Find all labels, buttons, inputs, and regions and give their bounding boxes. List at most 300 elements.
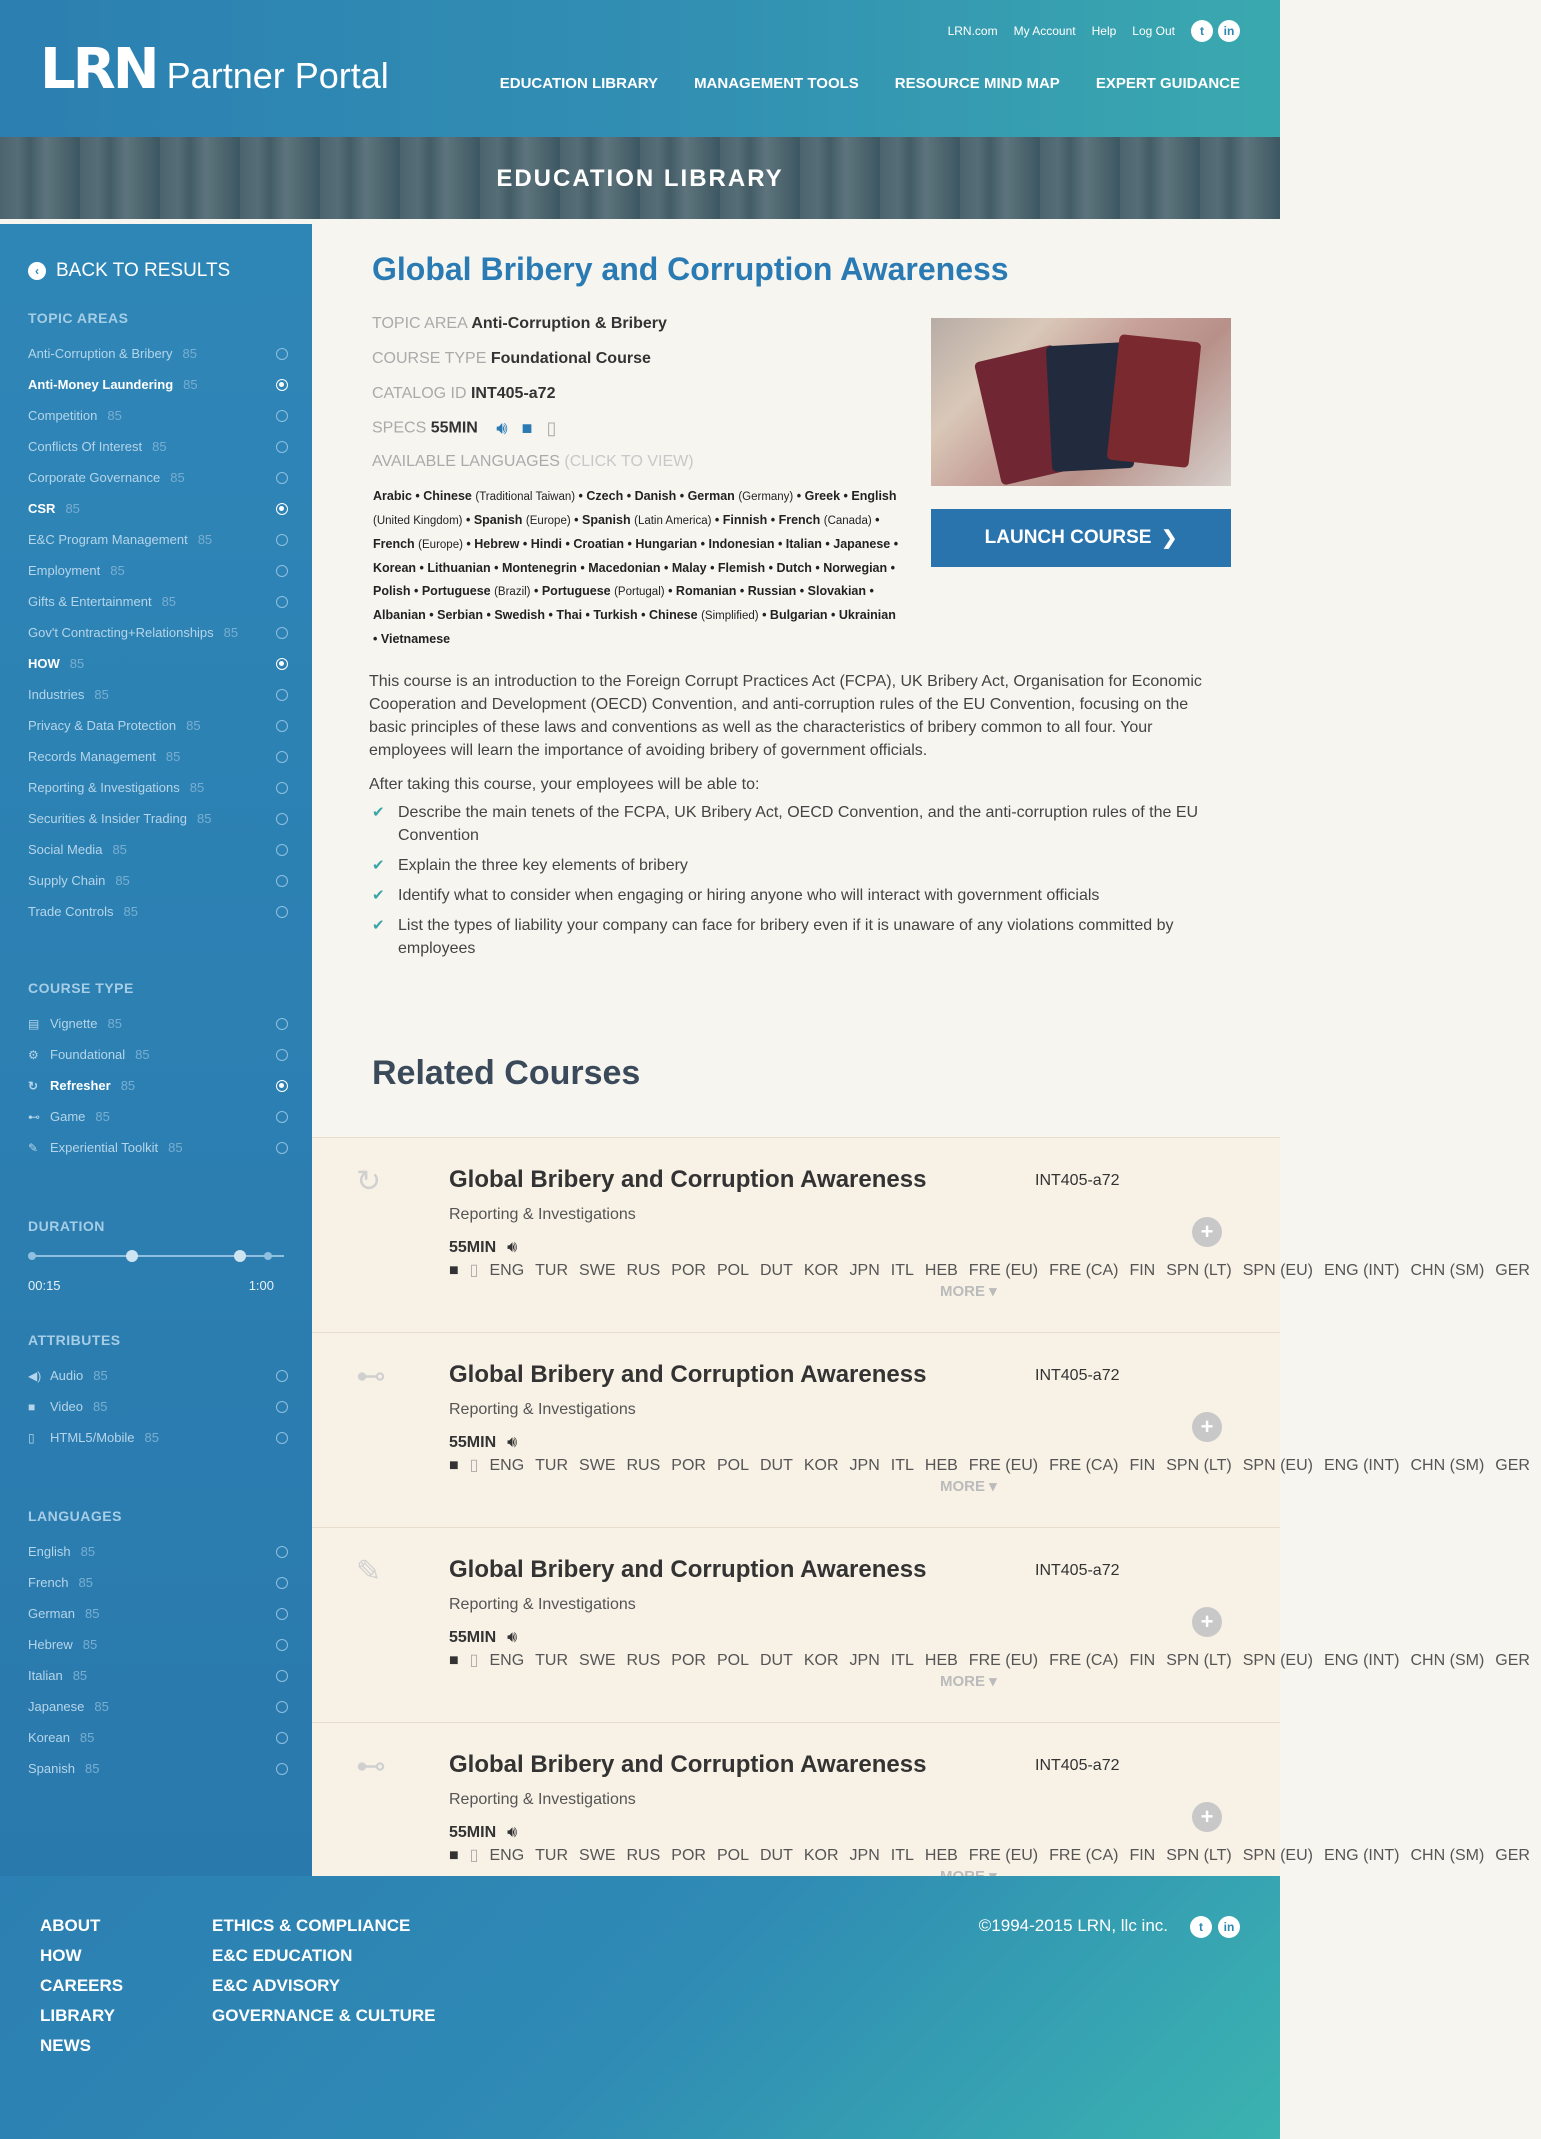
filter-label: Vignette bbox=[50, 1016, 98, 1031]
filter-radio[interactable] bbox=[276, 348, 288, 360]
language-french[interactable] bbox=[28, 1567, 288, 1598]
filter-count: 85 bbox=[196, 811, 212, 826]
course-languages-list: Arabic • Chinese (Traditional Taiwan) • Czech • Danish • German (Germany) • Greek • English (United Kingdom) • Spanish (Europe) • Spanish (Latin America) • Finnish • French (Canada) • French (Europe) • Hebrew • Hindi • Croatian • Hungarian • Indonesian • Italian • Japanese • Korean • Lithuanian • Montenegrin • Macedonian • Malay • Flemish • Dutch • Norwegian • Polish • Portuguese (Brazil) • Portuguese (Portugal) • Romanian • Russian • Slovakian • Albanian • Serbian • Swedish • Thai • Turkish • Chinese (Simplified) • Bulgarian • Ukrainian • Vietnamese bbox=[373, 489, 899, 646]
filter-label: Gifts & Entertainment bbox=[28, 594, 152, 609]
specs-duration: 55MIN bbox=[430, 419, 478, 437]
back-to-results-link[interactable] bbox=[28, 260, 230, 282]
language-code: RUS bbox=[626, 1262, 661, 1279]
topic-area-row bbox=[372, 315, 892, 333]
topic-trade-controls[interactable] bbox=[28, 896, 288, 927]
type-vignette[interactable] bbox=[28, 1008, 288, 1039]
linkedin-icon[interactable]: in bbox=[1218, 20, 1240, 42]
more-label: MORE bbox=[940, 1283, 985, 1300]
topic-securities-insider-trading[interactable] bbox=[28, 803, 288, 834]
filter-count: 85 bbox=[84, 1606, 100, 1621]
topic-conflicts-of-interest[interactable] bbox=[28, 431, 288, 462]
more-label: MORE bbox=[940, 1673, 985, 1690]
filter-radio[interactable] bbox=[276, 1401, 288, 1413]
attribute-html5-mobile[interactable] bbox=[28, 1422, 288, 1453]
filter-count: 85 bbox=[168, 1140, 183, 1155]
topic-areas-filter bbox=[28, 310, 288, 927]
language-code: JPN bbox=[849, 1457, 880, 1474]
related-course-category: Reporting & Investigations bbox=[449, 1791, 636, 1808]
language-code: HEB bbox=[924, 1847, 958, 1864]
mobile-icon: ▯ bbox=[546, 418, 557, 438]
footer-link-news[interactable]: NEWS bbox=[40, 2036, 91, 2055]
filter-label: HTML5/Mobile bbox=[50, 1430, 135, 1445]
attribute-audio[interactable] bbox=[28, 1360, 288, 1391]
filter-count: 85 bbox=[80, 1544, 96, 1559]
language-german[interactable] bbox=[28, 1598, 288, 1629]
filter-radio[interactable] bbox=[276, 875, 288, 887]
filter-radio[interactable] bbox=[276, 658, 288, 670]
filter-count: 85 bbox=[112, 842, 127, 857]
objective-item: ✔ List the types of liability your company can face for bribery even if it is unaware of any violations committed by employees bbox=[372, 914, 1232, 960]
filter-label: Korean bbox=[28, 1730, 70, 1745]
language-code: POL bbox=[716, 1262, 749, 1279]
related-course-specs bbox=[449, 1821, 1530, 1867]
filter-label: Refresher bbox=[50, 1078, 111, 1093]
topic-areas-heading: TOPIC AREAS bbox=[28, 310, 129, 326]
related-course-card bbox=[312, 1137, 1530, 1332]
language-code: CHN (SM) bbox=[1410, 1457, 1485, 1474]
type-icon: ⚙ bbox=[28, 1047, 39, 1062]
footer-link-library[interactable]: LIBRARY bbox=[40, 2006, 115, 2025]
filter-label: Records Management bbox=[28, 749, 156, 764]
course-type-value: Foundational Course bbox=[490, 350, 651, 367]
language-name: Polish bbox=[373, 584, 411, 598]
filter-label: Italian bbox=[28, 1668, 63, 1683]
language-name: Arabic bbox=[373, 489, 412, 503]
filter-label: Industries bbox=[28, 687, 85, 702]
language-code: POR bbox=[671, 1847, 706, 1864]
audio-icon: 🔊︎ bbox=[507, 1239, 518, 1256]
filter-count: 85 bbox=[78, 1575, 93, 1590]
launch-course-button[interactable] bbox=[931, 509, 1231, 567]
available-languages-row[interactable] bbox=[372, 453, 892, 471]
language-name: Italian bbox=[785, 537, 822, 551]
language-name: Albanian bbox=[373, 608, 426, 622]
language-name: Hindi bbox=[530, 537, 562, 551]
attribute-icon: ▯ bbox=[28, 1430, 35, 1445]
language-variant: (United Kingdom) bbox=[373, 515, 463, 527]
language-name: Malay bbox=[671, 561, 707, 575]
add-course-button[interactable]: + bbox=[1192, 1802, 1222, 1832]
attribute-icon: ◀) bbox=[28, 1368, 42, 1383]
language-name: Finnish bbox=[722, 513, 768, 527]
language-code: FRE (CA) bbox=[1049, 1262, 1119, 1279]
filter-count: 85 bbox=[186, 718, 201, 733]
language-code: DUT bbox=[759, 1847, 793, 1864]
filter-radio[interactable] bbox=[276, 1577, 288, 1589]
course-description: This course is an introduction to the Foreign Corrupt Practices Act (FCPA), UK Bribery Act, Organisation for Economic Cooperation and Development (OECD) Convention, and anti-corruption rules of the EU Convention, focusing on the basic principles of these laws and conventions as well as the characteristics of bribery common to all four. Your employees will learn the importance of avoiding bribery of government officials. bbox=[369, 673, 1202, 759]
filter-radio[interactable] bbox=[276, 1701, 288, 1713]
filter-label: Privacy & Data Protection bbox=[28, 718, 177, 733]
filter-radio[interactable] bbox=[276, 441, 288, 453]
topic-list bbox=[28, 338, 288, 927]
language-name: Japanese bbox=[833, 537, 891, 551]
topic-area-value: Anti-Corruption & Bribery bbox=[471, 315, 667, 332]
footer-link-governance-culture[interactable]: GOVERNANCE & CULTURE bbox=[212, 2006, 436, 2025]
language-code: JPN bbox=[849, 1652, 880, 1669]
add-course-button[interactable]: + bbox=[1192, 1217, 1222, 1247]
utility-links bbox=[948, 20, 1240, 42]
topic-gov-t-contracting-relationships[interactable] bbox=[28, 617, 288, 648]
language-code: ITL bbox=[890, 1652, 914, 1669]
duration: 55MIN bbox=[449, 1629, 497, 1646]
launch-course-label: LAUNCH COURSE bbox=[984, 527, 1152, 548]
filter-radio[interactable] bbox=[276, 1546, 288, 1558]
filter-radio[interactable] bbox=[276, 503, 288, 515]
language-name: Portuguese bbox=[421, 584, 491, 598]
related-course-id: INT405-a72 bbox=[1035, 1367, 1120, 1384]
related-course-category: Reporting & Investigations bbox=[449, 1596, 636, 1613]
attribute-icon: ■ bbox=[28, 1399, 36, 1414]
language-code: ENG (INT) bbox=[1323, 1847, 1400, 1864]
related-course-specs bbox=[449, 1626, 1530, 1672]
caret-down-icon: ▾ bbox=[985, 1283, 997, 1300]
language-code: CHN (SM) bbox=[1410, 1262, 1485, 1279]
topic-employment[interactable] bbox=[28, 555, 288, 586]
specs-label: SPECS bbox=[372, 419, 427, 437]
site-header bbox=[0, 0, 1280, 137]
language-name: Serbian bbox=[437, 608, 483, 622]
language-name: Turkish bbox=[593, 608, 638, 622]
language-code: POL bbox=[716, 1847, 749, 1864]
filter-count: 85 bbox=[107, 408, 122, 423]
filter-radio[interactable] bbox=[276, 1370, 288, 1382]
duration-slider[interactable] bbox=[28, 1246, 288, 1276]
filter-label: E&C Program Management bbox=[28, 532, 188, 547]
filter-count: 85 bbox=[79, 1730, 95, 1745]
type-game[interactable] bbox=[28, 1101, 288, 1132]
duration-min-label: 00:15 bbox=[28, 1278, 61, 1293]
available-languages-label: AVAILABLE LANGUAGES bbox=[372, 453, 560, 470]
language-code: SPN (EU) bbox=[1242, 1457, 1313, 1474]
course-thumbnail bbox=[931, 318, 1231, 486]
footer-link-careers[interactable]: CAREERS bbox=[40, 1976, 124, 1995]
footer-link-about[interactable]: ABOUT bbox=[40, 1916, 101, 1935]
filter-label: Securities & Insider Trading bbox=[28, 811, 187, 826]
filter-radio[interactable] bbox=[276, 565, 288, 577]
filter-label: Employment bbox=[28, 563, 101, 578]
filter-count: 85 bbox=[183, 377, 198, 392]
duration-heading: DURATION bbox=[28, 1218, 105, 1234]
twitter-icon[interactable]: t bbox=[1191, 20, 1213, 42]
site-footer bbox=[0, 1876, 1280, 2139]
topic-anti-money-laundering[interactable] bbox=[28, 369, 288, 400]
duration: 55MIN bbox=[449, 1824, 497, 1841]
language-code: SPN (LT) bbox=[1166, 1652, 1232, 1669]
duration-filter bbox=[28, 1218, 288, 1293]
language-code: KOR bbox=[803, 1847, 839, 1864]
topic-csr[interactable] bbox=[28, 493, 288, 524]
filter-label: Japanese bbox=[28, 1699, 85, 1714]
language-code: POR bbox=[671, 1652, 706, 1669]
chevron-right-icon: ❯ bbox=[1161, 527, 1178, 549]
footer-link-ec-advisory[interactable]: E&C ADVISORY bbox=[212, 1976, 341, 1995]
language-code: SPN (EU) bbox=[1242, 1847, 1313, 1864]
language-code: SWE bbox=[579, 1847, 616, 1864]
related-courses-heading: Related Courses bbox=[372, 1054, 641, 1092]
back-label: BACK TO RESULTS bbox=[56, 260, 231, 281]
footer-link-how[interactable]: HOW bbox=[40, 1946, 82, 1965]
related-course-title[interactable]: Global Bribery and Corruption Awareness bbox=[449, 1361, 927, 1388]
language-variant: (Germany) bbox=[738, 491, 794, 503]
topic-industries[interactable] bbox=[28, 679, 288, 710]
course-type-icon: ✎ bbox=[356, 1555, 382, 1588]
topic-reporting-investigations[interactable] bbox=[28, 772, 288, 803]
topic-supply-chain[interactable] bbox=[28, 865, 288, 896]
slider-min-dot bbox=[28, 1252, 36, 1260]
language-korean[interactable] bbox=[28, 1722, 288, 1753]
nav-education-library[interactable]: EDUCATION LIBRARY bbox=[499, 75, 659, 92]
topic-e-c-program-management[interactable] bbox=[28, 524, 288, 555]
course-type-list bbox=[28, 1008, 288, 1163]
link-lrn-com[interactable]: LRN.com bbox=[947, 24, 998, 38]
add-course-button[interactable]: + bbox=[1192, 1412, 1222, 1442]
filter-label: Spanish bbox=[28, 1761, 75, 1776]
main-nav bbox=[500, 75, 1240, 92]
topic-records-management[interactable] bbox=[28, 741, 288, 772]
language-code: FRE (EU) bbox=[968, 1847, 1039, 1864]
related-course-specs bbox=[449, 1236, 1530, 1282]
audio-icon: 🔊︎ bbox=[507, 1434, 518, 1451]
language-code: SPN (EU) bbox=[1242, 1652, 1313, 1669]
language-italian[interactable] bbox=[28, 1660, 288, 1691]
language-name: Flemish bbox=[717, 561, 766, 575]
language-code: KOR bbox=[803, 1457, 839, 1474]
language-code: POR bbox=[671, 1457, 706, 1474]
language-code: FRE (CA) bbox=[1049, 1652, 1119, 1669]
language-list bbox=[28, 1536, 288, 1784]
related-course-title[interactable]: Global Bribery and Corruption Awareness bbox=[449, 1556, 927, 1583]
filter-radio[interactable] bbox=[276, 1142, 288, 1154]
link-help[interactable]: Help bbox=[1091, 24, 1117, 38]
more-toggle[interactable] bbox=[940, 1477, 997, 1495]
language-code: SPN (LT) bbox=[1166, 1457, 1232, 1474]
catalog-id-row bbox=[372, 385, 892, 403]
filter-radio[interactable] bbox=[276, 1080, 288, 1092]
course-type-icon: ⊷ bbox=[356, 1360, 386, 1393]
language-name: Macedonian bbox=[588, 561, 661, 575]
footer-nav-primary bbox=[40, 1916, 123, 2066]
filter-radio[interactable] bbox=[276, 1639, 288, 1651]
filter-label: Competition bbox=[28, 408, 98, 423]
language-code: GER bbox=[1495, 1457, 1530, 1474]
filter-radio[interactable] bbox=[276, 720, 288, 732]
filter-label: Game bbox=[50, 1109, 86, 1124]
filter-radio[interactable] bbox=[276, 1608, 288, 1620]
language-code: SWE bbox=[579, 1457, 616, 1474]
type-icon: ✎ bbox=[28, 1140, 39, 1155]
language-code: GER bbox=[1495, 1262, 1530, 1279]
filter-count: 85 bbox=[161, 594, 177, 609]
language-name: Hungarian bbox=[635, 537, 698, 551]
language-name: French bbox=[778, 513, 821, 527]
language-code: POR bbox=[671, 1262, 706, 1279]
language-spanish[interactable] bbox=[28, 1753, 288, 1784]
filter-radio[interactable] bbox=[276, 534, 288, 546]
language-code: ITL bbox=[890, 1457, 914, 1474]
filter-count: 85 bbox=[189, 780, 205, 795]
linkedin-icon[interactable]: in bbox=[1218, 1916, 1240, 1938]
filter-radio[interactable] bbox=[276, 596, 288, 608]
language-code: ENG bbox=[489, 1457, 525, 1474]
filter-radio[interactable] bbox=[276, 379, 288, 391]
topic-how[interactable] bbox=[28, 648, 288, 679]
slider-handle-high[interactable] bbox=[234, 1250, 246, 1262]
filter-label: Hebrew bbox=[28, 1637, 73, 1652]
related-course-specs bbox=[449, 1431, 1530, 1477]
arrow-left-icon: ‹ bbox=[28, 262, 46, 280]
filter-radio[interactable] bbox=[276, 1732, 288, 1744]
language-code: FRE (CA) bbox=[1049, 1847, 1119, 1864]
filter-label: French bbox=[28, 1575, 69, 1590]
filter-label: Anti-Money Laundering bbox=[28, 377, 174, 392]
language-code: RUS bbox=[626, 1652, 661, 1669]
filter-radio[interactable] bbox=[276, 751, 288, 763]
filter-radio[interactable] bbox=[276, 844, 288, 856]
more-toggle[interactable] bbox=[940, 1282, 997, 1300]
topic-corporate-governance[interactable] bbox=[28, 462, 288, 493]
attributes-filter bbox=[28, 1332, 288, 1453]
nav-expert-guidance[interactable]: EXPERT GUIDANCE bbox=[1095, 75, 1240, 92]
language-variant: (Latin America) bbox=[634, 515, 712, 527]
filter-count: 85 bbox=[107, 1016, 122, 1031]
filter-radio[interactable] bbox=[276, 410, 288, 422]
topic-social-media[interactable] bbox=[28, 834, 288, 865]
course-type-heading: COURSE TYPE bbox=[28, 980, 134, 996]
link-my-account[interactable]: My Account bbox=[1013, 24, 1076, 38]
course-type-icon: ↻ bbox=[356, 1165, 382, 1198]
click-to-view-hint[interactable]: (CLICK TO VIEW) bbox=[564, 453, 694, 470]
filter-radio[interactable] bbox=[276, 689, 288, 701]
filter-radio[interactable] bbox=[276, 906, 288, 918]
language-name: Korean bbox=[373, 561, 417, 575]
topic-privacy-data-protection[interactable] bbox=[28, 710, 288, 741]
type-icon: ↻ bbox=[28, 1078, 39, 1093]
language-variant: (Europe) bbox=[418, 539, 463, 551]
slider-max-dot bbox=[264, 1252, 272, 1260]
language-name: Portuguese bbox=[541, 584, 611, 598]
language-code: DUT bbox=[759, 1457, 793, 1474]
language-hebrew[interactable] bbox=[28, 1629, 288, 1660]
filter-radio[interactable] bbox=[276, 1763, 288, 1775]
filter-radio[interactable] bbox=[276, 782, 288, 794]
filter-label: Trade Controls bbox=[28, 904, 114, 919]
filter-radio[interactable] bbox=[276, 1018, 288, 1030]
language-variant: (Simplified) bbox=[701, 610, 759, 622]
mobile-icon: ▯ bbox=[469, 1847, 479, 1864]
filter-label: Gov't Contracting+Relationships bbox=[28, 625, 214, 640]
attribute-list bbox=[28, 1360, 288, 1453]
language-code: DUT bbox=[759, 1262, 793, 1279]
filter-label: German bbox=[28, 1606, 75, 1621]
type-experiential-toolkit[interactable] bbox=[28, 1132, 288, 1163]
filter-radio[interactable] bbox=[276, 1111, 288, 1123]
filter-radio[interactable] bbox=[276, 1432, 288, 1444]
twitter-icon[interactable]: t bbox=[1190, 1916, 1212, 1938]
related-course-title[interactable]: Global Bribery and Corruption Awareness bbox=[449, 1166, 927, 1193]
related-course-id: INT405-a72 bbox=[1035, 1172, 1120, 1189]
language-code: RUS bbox=[626, 1847, 661, 1864]
language-code: CHN (SM) bbox=[1410, 1847, 1485, 1864]
footer-nav-secondary bbox=[212, 1916, 436, 2036]
slider-handle-low[interactable] bbox=[126, 1250, 138, 1262]
topic-anti-corruption-bribery[interactable] bbox=[28, 338, 288, 369]
lrn-logo[interactable] bbox=[40, 37, 389, 102]
audio-icon: 🔊︎ bbox=[496, 418, 508, 438]
related-course-card bbox=[312, 1332, 1530, 1527]
language-code: FRE (CA) bbox=[1049, 1457, 1119, 1474]
filter-count: 85 bbox=[65, 501, 80, 516]
footer-social bbox=[1190, 1916, 1240, 1938]
filter-radio[interactable] bbox=[276, 627, 288, 639]
languages-heading: LANGUAGES bbox=[28, 1508, 122, 1524]
related-course-title[interactable]: Global Bribery and Corruption Awareness bbox=[449, 1751, 927, 1778]
filter-radio[interactable] bbox=[276, 472, 288, 484]
more-toggle[interactable] bbox=[940, 1672, 997, 1690]
objectives-intro: After taking this course, your employees will be able to: bbox=[369, 776, 760, 793]
filter-label: CSR bbox=[28, 501, 56, 516]
languages-filter bbox=[28, 1508, 288, 1784]
language-variant: (Europe) bbox=[525, 515, 571, 527]
filter-radio[interactable] bbox=[276, 813, 288, 825]
mobile-icon: ▯ bbox=[469, 1652, 479, 1669]
filter-radio[interactable] bbox=[276, 1049, 288, 1061]
topic-gifts-entertainment[interactable] bbox=[28, 586, 288, 617]
filter-count: 85 bbox=[165, 749, 181, 764]
footer-link-ethics-compliance[interactable]: ETHICS & COMPLIANCE bbox=[212, 1916, 411, 1935]
language-code: TUR bbox=[535, 1847, 569, 1864]
specs-row bbox=[372, 418, 892, 439]
language-code: ENG (INT) bbox=[1323, 1457, 1400, 1474]
filter-radio[interactable] bbox=[276, 1670, 288, 1682]
attribute-video[interactable] bbox=[28, 1391, 288, 1422]
type-foundational[interactable] bbox=[28, 1039, 288, 1070]
language-variant: (Canada) bbox=[823, 515, 872, 527]
filter-count: 85 bbox=[135, 1047, 150, 1062]
course-title: Global Bribery and Corruption Awareness bbox=[372, 251, 1009, 287]
type-refresher[interactable] bbox=[28, 1070, 288, 1101]
objective-item: ✔ Explain the three key elements of bribery bbox=[372, 854, 1232, 877]
link-log-out[interactable]: Log Out bbox=[1132, 24, 1175, 38]
language-name: Montenegrin bbox=[501, 561, 577, 575]
nav-resource-mind-map[interactable]: RESOURCE MIND MAP bbox=[894, 75, 1060, 92]
language-code: SPN (LT) bbox=[1166, 1262, 1232, 1279]
filter-count: 85 bbox=[82, 1637, 98, 1652]
add-course-button[interactable]: + bbox=[1192, 1607, 1222, 1637]
language-name: Greek bbox=[804, 489, 841, 503]
language-code: KOR bbox=[803, 1652, 839, 1669]
language-name: Dutch bbox=[776, 561, 812, 575]
nav-management-tools[interactable]: MANAGEMENT TOOLS bbox=[694, 75, 859, 92]
filter-sidebar bbox=[0, 224, 312, 1876]
language-japanese[interactable] bbox=[28, 1691, 288, 1722]
objective-item: ✔ Identify what to consider when engaging or hiring anyone who will interact with government officials bbox=[372, 884, 1232, 907]
caret-down-icon: ▾ bbox=[985, 1673, 997, 1690]
language-code: ENG (INT) bbox=[1323, 1652, 1400, 1669]
filter-label: Experiential Toolkit bbox=[50, 1140, 159, 1155]
language-english[interactable] bbox=[28, 1536, 288, 1567]
topic-competition[interactable] bbox=[28, 400, 288, 431]
filter-count: 85 bbox=[95, 1109, 110, 1124]
filter-count: 85 bbox=[110, 563, 125, 578]
footer-link-ec-education[interactable]: E&C EDUCATION bbox=[212, 1946, 353, 1965]
filter-label: Supply Chain bbox=[28, 873, 106, 888]
filter-label: Corporate Governance bbox=[28, 470, 161, 485]
